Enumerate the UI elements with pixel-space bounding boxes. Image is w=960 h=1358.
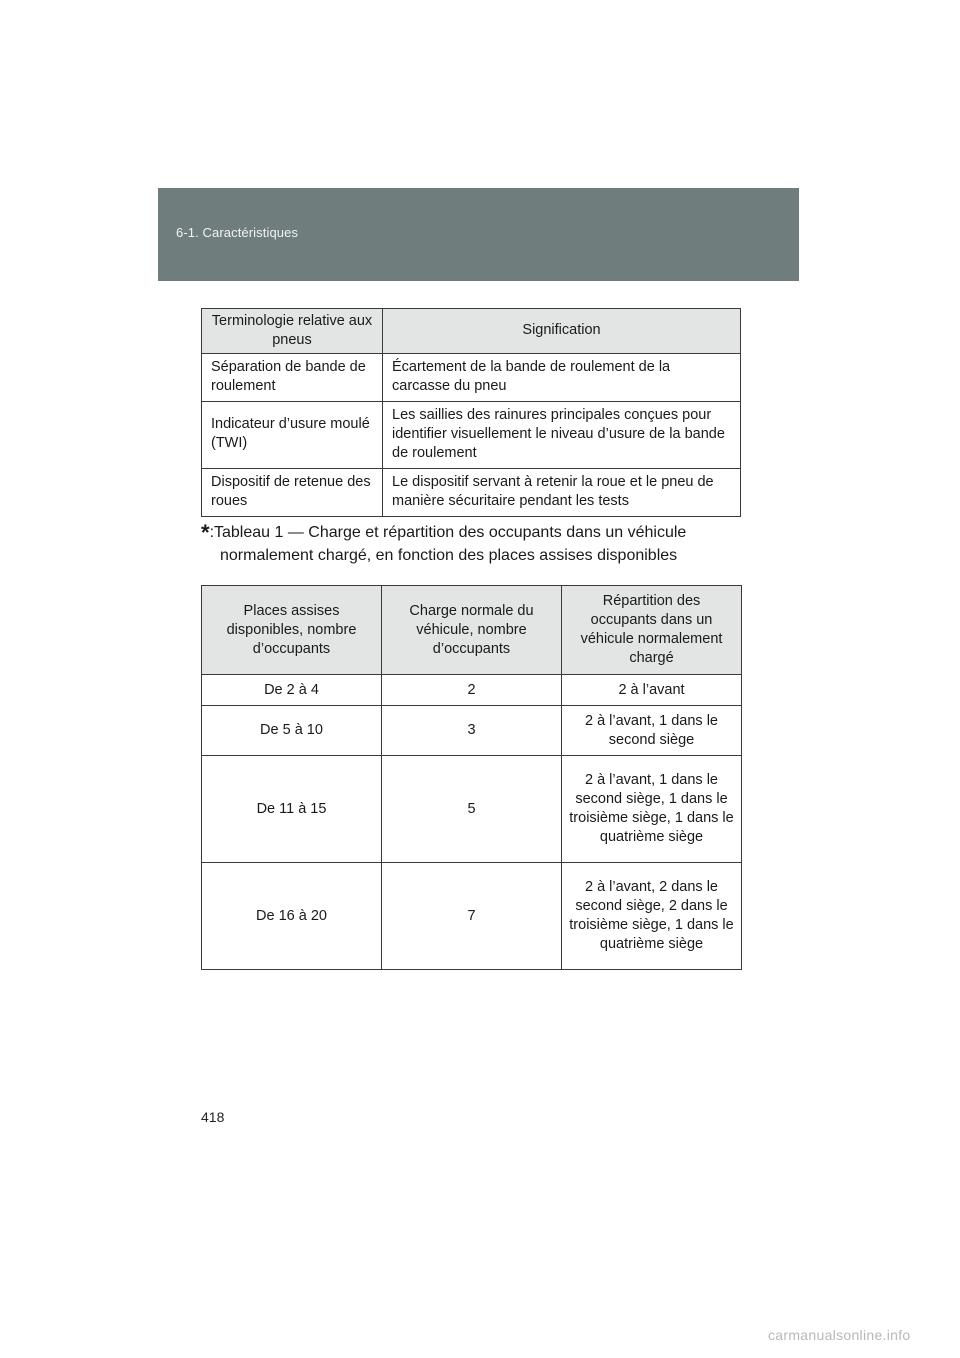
- footnote-line2: normalement chargé, en fonction des places assises disponibles: [220, 547, 678, 564]
- footnote-marker: *: [201, 520, 210, 545]
- header-meaning: Signification: [383, 309, 741, 354]
- load-cell: 3: [382, 706, 562, 756]
- load-cell: 2: [382, 675, 562, 706]
- header-seating: Places assises disponibles, nombre d’occupants: [202, 586, 382, 675]
- header-distribution: Répartition des occupants dans un véhicule normalement chargé: [562, 586, 742, 675]
- term-cell: Séparation de bande de roulement: [202, 354, 383, 402]
- meaning-cell: Écartement de la bande de roulement de la carcasse du pneu: [383, 354, 741, 402]
- table-row: [202, 675, 742, 706]
- header-terminology: Terminologie relative aux pneus: [202, 309, 383, 354]
- table-row: [202, 354, 741, 402]
- table-row: [202, 706, 742, 756]
- meaning-cell: Les saillies des rainures principales conçues pour identifier visuellement le niveau d’usure de la bande de roulement: [383, 402, 741, 469]
- table-header-row: [202, 309, 741, 354]
- footnote-line1: :Tableau 1 — Charge et répartition des occupants dans un véhicule: [209, 524, 687, 541]
- distribution-cell: 2 à l’avant, 1 dans le second siège: [562, 706, 742, 756]
- header-band: [158, 188, 799, 281]
- seating-cell: De 11 à 15: [202, 756, 382, 863]
- seating-cell: De 5 à 10: [202, 706, 382, 756]
- distribution-cell: 2 à l’avant, 1 dans le second siège, 1 dans le troisième siège, 1 dans le quatrième siège: [562, 756, 742, 863]
- footnote: [201, 521, 741, 567]
- meaning-cell: Le dispositif servant à retenir la roue et le pneu de manière sécuritaire pendant les tests: [383, 469, 741, 517]
- watermark[interactable]: carmanualsonline.info: [768, 1327, 911, 1343]
- table-header-row: [202, 586, 742, 675]
- header-normal-load: Charge normale du véhicule, nombre d’occupants: [382, 586, 562, 675]
- table-row: [202, 469, 741, 517]
- page-number: 418: [201, 1109, 225, 1125]
- section-title: 6-1. Caractéristiques: [176, 225, 299, 240]
- tire-terminology-table: [201, 308, 741, 517]
- table-row: [202, 756, 742, 863]
- seating-cell: De 2 à 4: [202, 675, 382, 706]
- distribution-cell: 2 à l’avant: [562, 675, 742, 706]
- distribution-cell: 2 à l’avant, 2 dans le second siège, 2 dans le troisième siège, 1 dans le quatrième siège: [562, 863, 742, 970]
- term-cell: Indicateur d’usure moulé (TWI): [202, 402, 383, 469]
- occupant-distribution-table: [201, 585, 742, 970]
- term-cell: Dispositif de retenue des roues: [202, 469, 383, 517]
- table-row: [202, 402, 741, 469]
- load-cell: 7: [382, 863, 562, 970]
- seating-cell: De 16 à 20: [202, 863, 382, 970]
- load-cell: 5: [382, 756, 562, 863]
- table-row: [202, 863, 742, 970]
